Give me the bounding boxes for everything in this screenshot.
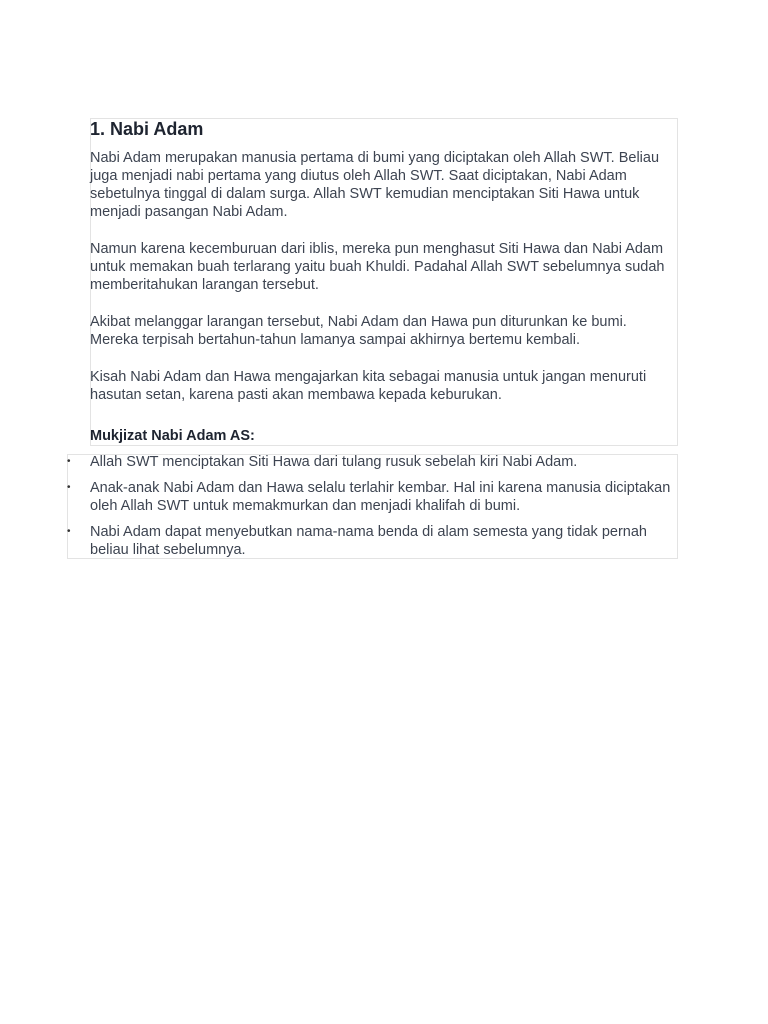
list-item [67,479,678,515]
paragraph-2: Namun karena kecemburuan dari iblis, mereka pun menghasut Siti Hawa dan Nabi Adam untuk memakan buah terlarang yaitu buah Khuldi. Padahal Allah SWT sebelumnya sudah memberitahukan larangan tersebut. [90,241,665,293]
bullet-icon: • [67,526,71,537]
list-item-text: Anak-anak Nabi Adam dan Hawa selalu terlahir kembar. Hal ini karena manusia diciptakan oleh Allah SWT untuk memakmurkan dan menjadi khalifah di bumi. [90,480,671,514]
bullet-icon: • [67,482,71,493]
article-title: 1. Nabi Adam [90,119,204,139]
miracles-list [67,453,678,567]
bullet-icon: • [67,456,71,467]
list-item [67,453,678,471]
paragraph-3: Akibat melanggar larangan tersebut, Nabi Adam dan Hawa pun diturunkan ke bumi. Mereka terpisah bertahun-tahun lamanya sampai akhirnya bertemu kembali. [90,314,627,348]
paragraph-4: Kisah Nabi Adam dan Hawa mengajarkan kita sebagai manusia untuk jangan menuruti hasutan setan, karena pasti akan membawa kepada keburukan. [90,369,647,403]
miracles-subheading: Mukjizat Nabi Adam AS: [90,428,255,444]
list-item [67,523,678,559]
paragraph-1: Nabi Adam merupakan manusia pertama di bumi yang diciptakan oleh Allah SWT. Beliau juga menjadi nabi pertama yang diutus oleh Allah SWT. Saat diciptakan, Nabi Adam sebetulnya tinggal di dalam surga. Allah SWT kemudian menciptakan Siti Hawa untuk menjadi pasangan Nabi Adam. [90,150,660,220]
list-item-text: Allah SWT menciptakan Siti Hawa dari tulang rusuk sebelah kiri Nabi Adam. [90,454,578,470]
list-item-text: Nabi Adam dapat menyebutkan nama-nama benda di alam semesta yang tidak pernah beliau lihat sebelumnya. [90,524,647,558]
